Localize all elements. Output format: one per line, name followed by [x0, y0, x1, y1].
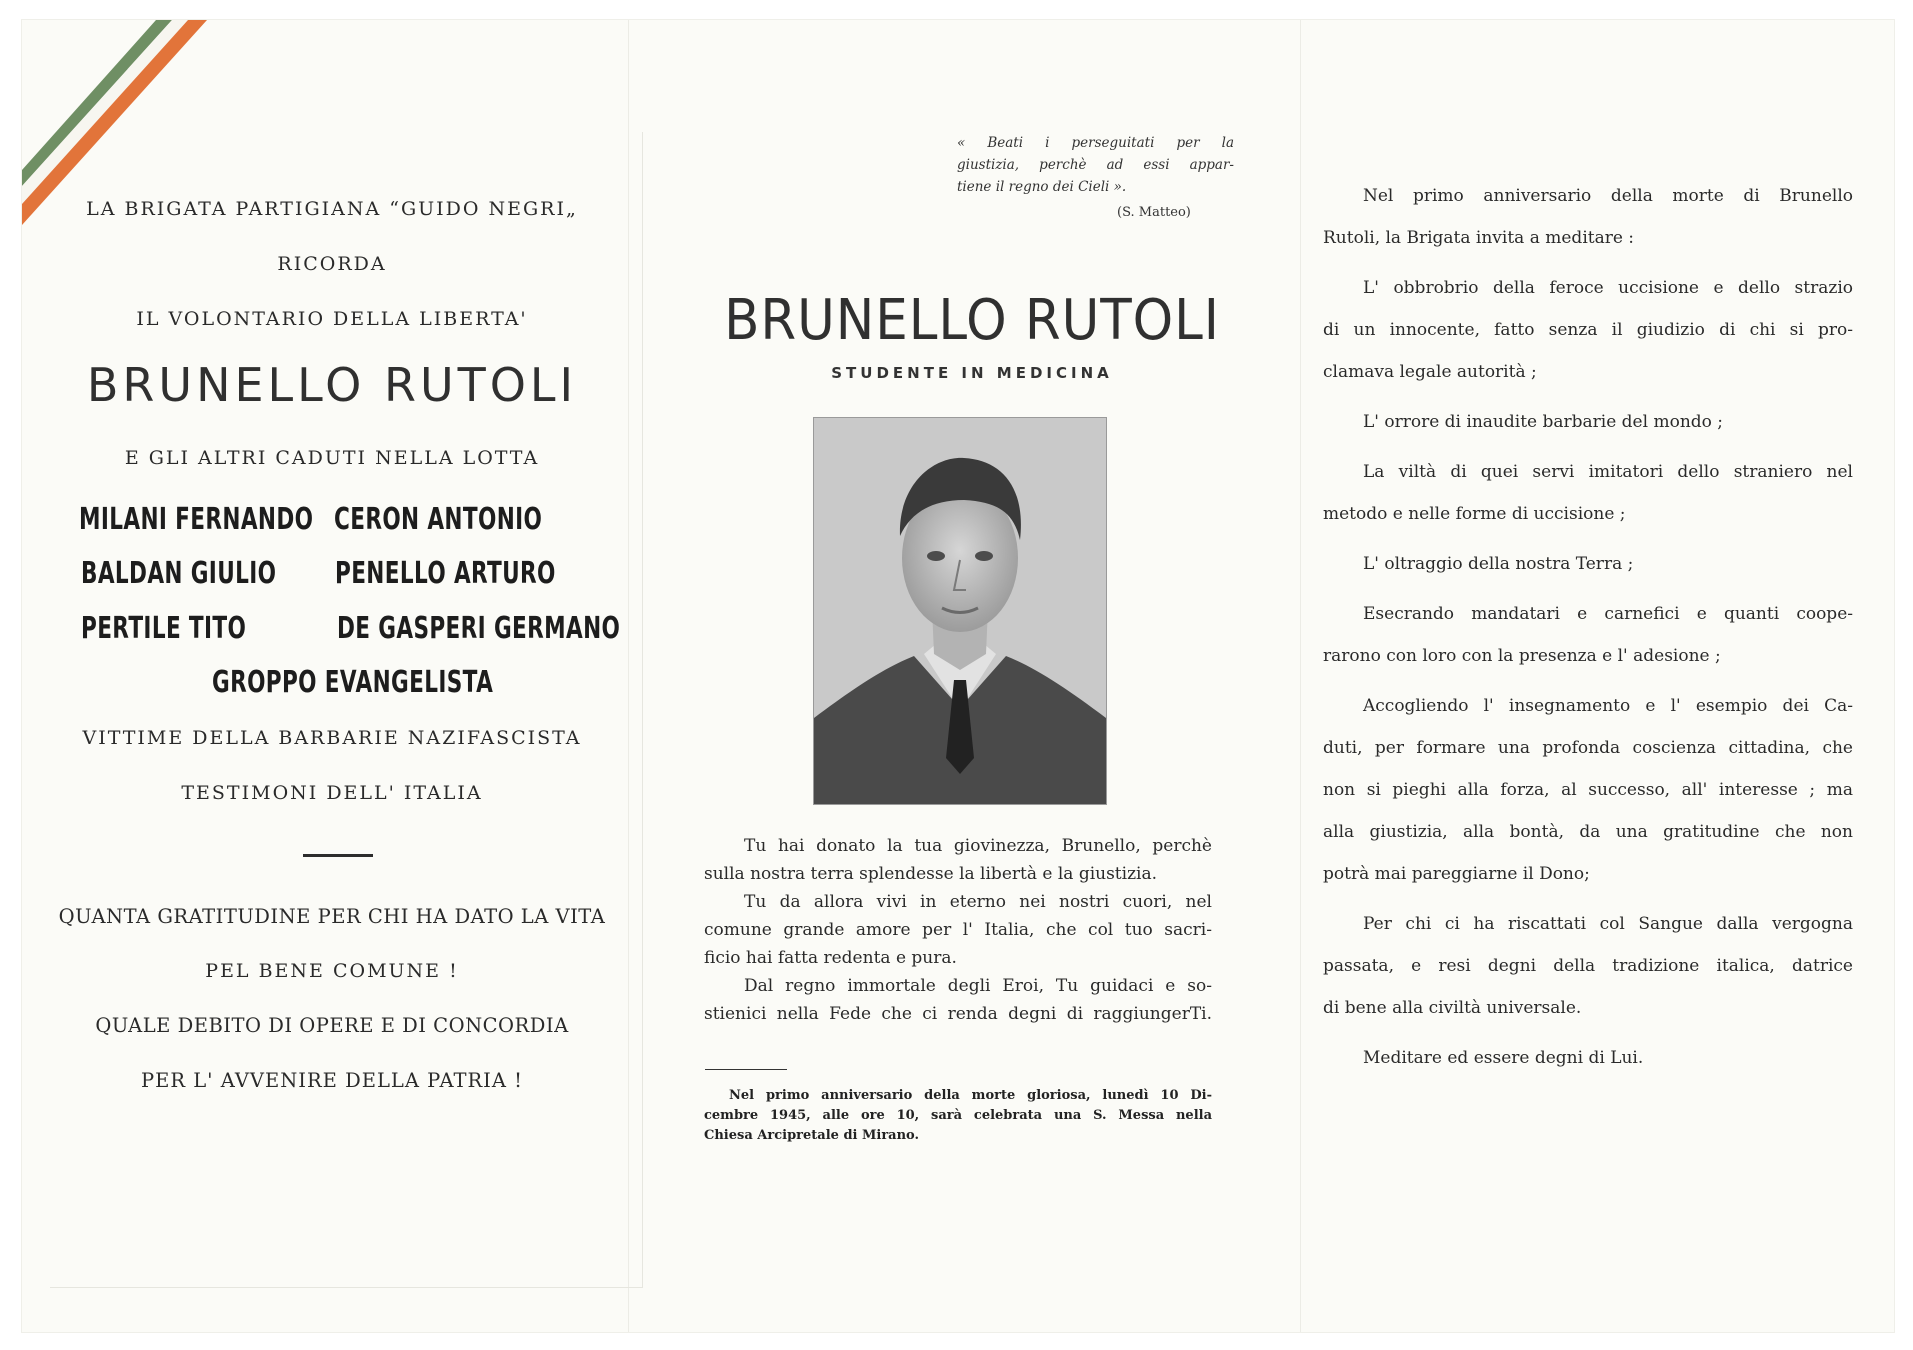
tribute-line: Tu hai donato la tua giovinezza, Brunello, perchè	[744, 836, 1212, 856]
meditation-text	[1323, 175, 1853, 1079]
meditation-line: La viltà di quei servi imitatori dello straniero nel	[1363, 462, 1853, 482]
meditation-line: clamava legale autorità ;	[1323, 362, 1537, 382]
tribute-line: ficio hai fatta redenta e pura.	[704, 948, 957, 968]
fallen-name: BALDAN GIULIO	[81, 556, 277, 591]
fallen-name: DE GASPERI GERMANO	[337, 611, 621, 646]
fallen-name: GROPPO EVANGELISTA	[212, 665, 494, 700]
tribute-line: Tu da allora vivi in eterno nei nostri cuori, nel	[744, 892, 1212, 912]
meditation-line: Meditare ed essere degni di Lui.	[1363, 1048, 1644, 1068]
closing-line: PER L' AVVENIRE DELLA PATRIA !	[140, 1069, 524, 1092]
quote-attribution: (S. Matteo)	[1117, 205, 1191, 220]
fallen-intro-line: E GLI ALTRI CADUTI NELLA LOTTA	[124, 447, 540, 469]
mass-announcement	[704, 1086, 1212, 1146]
tribute-line: stienici nella Fede che ci renda degni di raggiungerTi.	[704, 1004, 1212, 1024]
meditation-line: duti, per formare una profonda coscienza cittadina, che	[1323, 738, 1853, 758]
portrait-icon	[814, 418, 1106, 804]
divider-rule	[303, 854, 373, 857]
volunteer-line: IL VOLONTARIO DELLA LIBERTA'	[136, 308, 528, 330]
tribute-line: comune grande amore per l' Italia, che col tuo sacri-	[704, 920, 1212, 940]
meditation-line: Rutoli, la Brigata invita a meditare :	[1323, 228, 1635, 248]
announcement-line: cembre 1945, alle ore 10, sarà celebrata una S. Messa nella	[704, 1108, 1212, 1123]
meditation-line: Accogliendo l' insegnamento e l' esempio dei Ca-	[1363, 696, 1853, 716]
fallen-name: MILANI FERNANDO	[79, 502, 314, 537]
meditation-line: L' obbrobrio della feroce uccisione e dello strazio	[1363, 278, 1853, 298]
honoree-subtitle: STUDENTE IN MEDICINA	[831, 364, 1113, 382]
fallen-name: CERON ANTONIO	[334, 502, 543, 537]
fallen-name: PERTILE TITO	[81, 611, 247, 646]
meditation-line: Nel primo anniversario della morte di Brunello	[1363, 186, 1853, 206]
meditation-line: Per chi ci ha riscattati col Sangue dalla vergogna	[1363, 914, 1853, 934]
meditation-line: L' oltraggio della nostra Terra ;	[1363, 554, 1634, 574]
meditation-line: potrà mai pareggiarne il Dono;	[1323, 864, 1590, 884]
honoree-name-left: BRUNELLO RUTOLI	[86, 358, 578, 412]
meditation-line: L' orrore di inaudite barbarie del mondo ;	[1363, 412, 1724, 432]
footnote-rule	[705, 1069, 787, 1070]
tribute-paragraph	[704, 832, 1212, 1028]
meditation-line: Esecrando mandatari e carnefici e quanti coope-	[1363, 604, 1853, 624]
gospel-quote	[957, 132, 1234, 198]
closing-line: PEL BENE COMUNE !	[205, 960, 459, 982]
brigade-line: LA BRIGATA PARTIGIANA “GUIDO NEGRI„	[86, 198, 578, 220]
fallen-name: PENELLO ARTURO	[335, 556, 556, 591]
victims-line: VITTIME DELLA BARBARIE NAZIFASCISTA	[82, 727, 582, 749]
meditation-line: rarono con loro con la presenza e l' adesione ;	[1323, 646, 1721, 666]
quote-line: « Beati i perseguitati per la	[957, 135, 1234, 151]
quote-line: giustizia, perchè ad essi appar-	[957, 157, 1234, 173]
tribute-line: Dal regno immortale degli Eroi, Tu guidaci e so-	[744, 976, 1212, 996]
meditation-line: di un innocente, fatto senza il giudizio di chi si pro-	[1323, 320, 1853, 340]
meditation-line: passata, e resi degni della tradizione italica, datrice	[1323, 956, 1853, 976]
closing-line: QUANTA GRATITUDINE PER CHI HA DATO LA VITA	[58, 905, 606, 928]
announcement-line: Nel primo anniversario della morte gloriosa, lunedì 10 Di-	[729, 1088, 1212, 1103]
meditation-line: non si pieghi alla forza, al successo, all' interesse ; ma	[1323, 780, 1853, 800]
tribute-line: sulla nostra terra splendesse la libertà e la giustizia.	[704, 864, 1158, 884]
meditation-line: metodo e nelle forme di uccisione ;	[1323, 504, 1626, 524]
honoree-name-center: BRUNELLO RUTOLI	[724, 288, 1220, 353]
announcement-line: Chiesa Arcipretale di Mirano.	[704, 1128, 920, 1143]
meditation-line: di bene alla civiltà universale.	[1323, 998, 1582, 1018]
leaflet-sheet	[22, 20, 1894, 1332]
fold-line-right	[1300, 20, 1301, 1332]
quote-line: tiene il regno dei Cieli ».	[957, 179, 1127, 195]
remember-line: RICORDA	[277, 253, 387, 275]
meditation-line: alla giustizia, alla bontà, da una gratitudine che non	[1323, 822, 1853, 842]
closing-line: QUALE DEBITO DI OPERE E DI CONCORDIA	[95, 1014, 569, 1037]
witnesses-line: TESTIMONI DELL' ITALIA	[181, 782, 483, 804]
portrait-photo	[813, 417, 1107, 805]
tricolore-flag-icon	[22, 20, 302, 320]
